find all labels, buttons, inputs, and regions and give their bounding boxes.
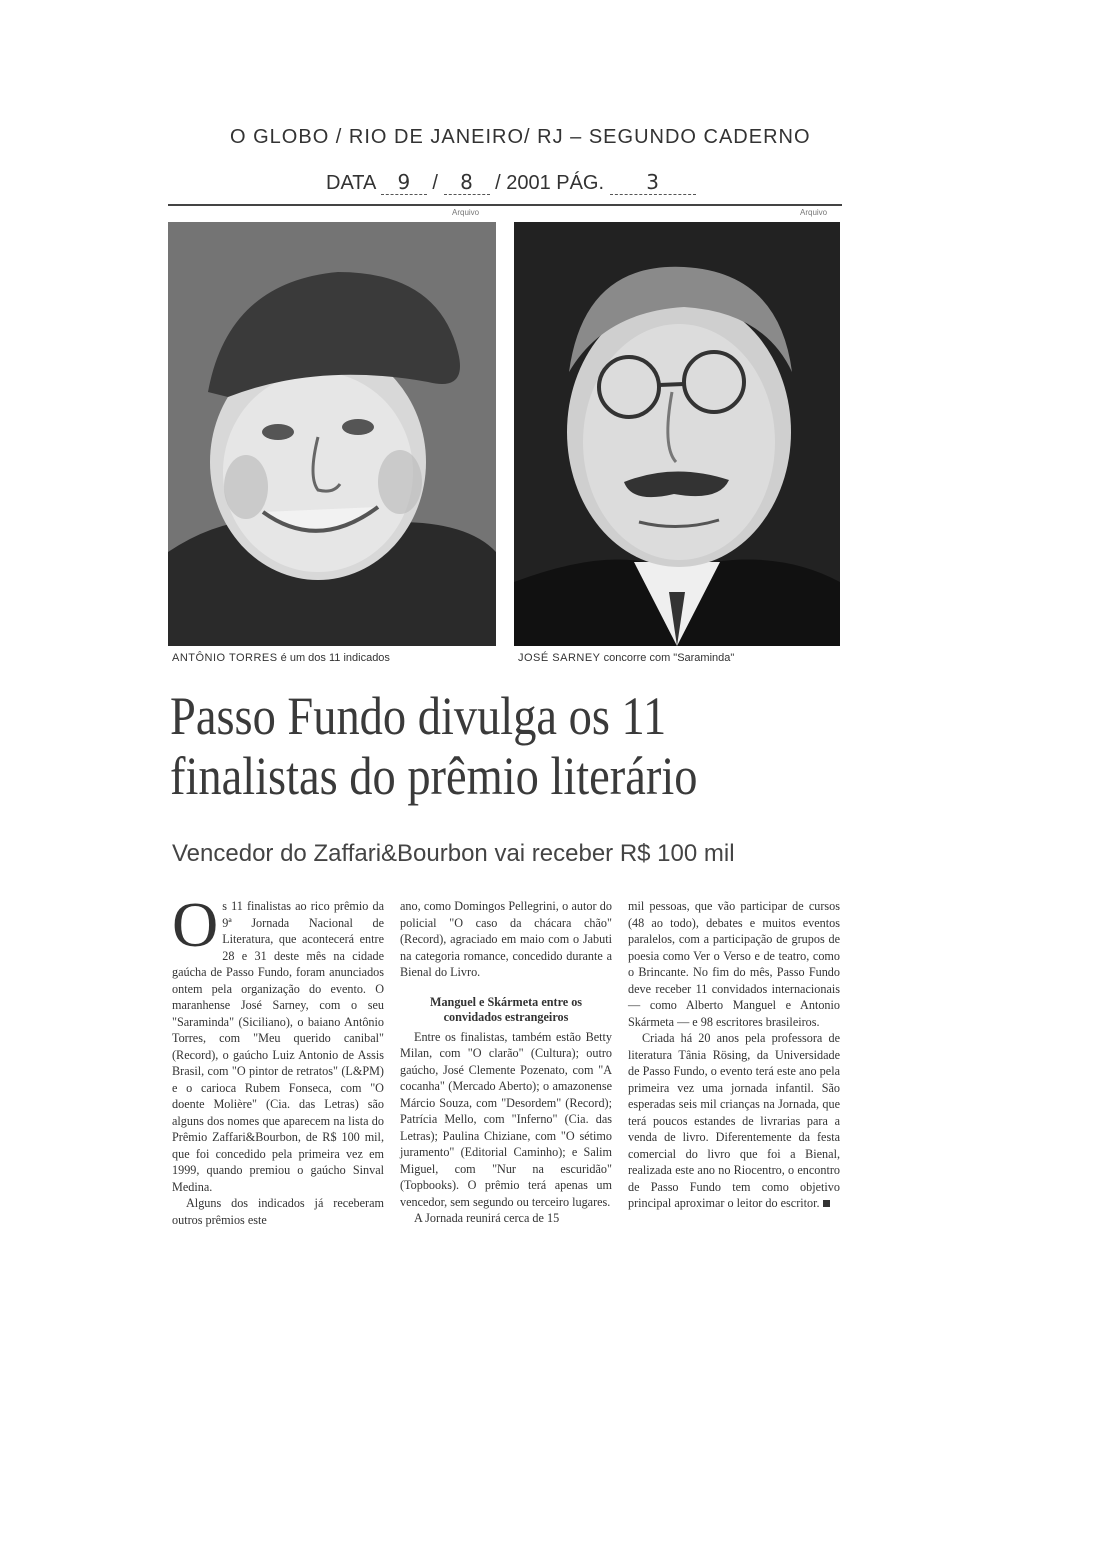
drop-cap: O [172,889,219,960]
paragraph: Entre os finalistas, também estão Betty Milan, com "O clarão" (Cultura); outro gaúcho, José Clemente Pozenato, com "A cocanha" (Mercado Aberto); o amazonense Márcio Souza, com "Desordem" (Record); Patrícia Mello, com "Inferno" (Cia. das Letras); Paulina Chiziane, com "O sétimo juramento" (Editorial Caminho); e Salim Miguel, com "Nur na escuridão" (Topbooks). O prêmio terá apenas um vencedor, sem segundo ou terceiro lugares. [400,1029,612,1209]
left-photo-credit: Arquivo [452,208,480,217]
headline-line-2: finalistas do prêmio literário [170,746,698,806]
left-photo-caption [172,652,390,664]
left-caption-name: ANTÔNIO TORRES [172,652,278,664]
header-rule [168,204,842,206]
photo-antonio-torres [168,222,496,646]
date-line [326,170,766,195]
headline-line-1: Passo Fundo divulga os 11 [170,686,667,746]
subheadline: Vencedor do Zaffari&Bourbon vai receber R$ 100 mil [172,840,735,867]
paragraph: ano, como Domingos Pellegrini, o autor do policial "O caso da chácara chão" (Record), agraciado em maio com o Jabuti na categoria romance, concedido durante a Bienal do Livro. [400,899,612,979]
article-column-2 [400,898,612,1227]
date-separator: / [432,172,438,194]
paragraph-text: Criada há 20 anos pela professora de literatura Tânia Rösing, da Universidade de Passo Fundo, o evento terá este ano pela primeira vez uma jornada infantil. São esperadas seis mil crianças na Jornada, que terá poucos estandes de livrarias para a venda de livro. Diferentemente da festa comercial do livro que foi a Bienal, realizada este ano no Riocentro, o encontro de Passo Fundo tem como objetivo principal aproximar o leitor do escritor. [628,1031,840,1210]
paragraph-text: s 11 finalistas ao rico prêmio da 9ª Jornada Nacional de Literatura, que acontecerá entre 28 e 31 deste mês na cidade gaúcha de Passo Fundo, foram anunciados ontem pela organização do evento. O maranhense José Sarney, com o seu "Saraminda" (Siciliano), o baiano Antônio Torres, com "Meu querido canibal" (Record), o gaúcho Luiz Antonio de Assis Brasil, com "O pintor de retratos" (L&PM) e o carioca Rubem Fonseca, com "O doente Molière" (Cia. das Letras) são alguns dos nomes que aparecem na lista do Prêmio Zaffari&Bourbon, de R$ 100 mil, que foi concedido pela primeira vez em 1999, quando premiou o gaúcho Sinval Medina. [172,899,384,1194]
article-column-3 [628,898,840,1212]
paragraph [628,1030,840,1212]
paragraph: mil pessoas, que vão participar de cursos (48 ao todo), debates e muitos eventos paralelos, com a participação de grupos de poesia como Ver o Verso e de teatro, como o Brincante. No fim do mês, Passo Fundo deve receber 11 convidados internacionais — como Alberto Manguel e Antonio Skármeta — e 98 escritores brasileiros. [628,899,840,1029]
headline [170,686,755,806]
article-column-1 [172,889,384,1228]
page-number: 3 [610,170,696,195]
right-photo-caption [518,652,734,664]
date-year: / 2001 PÁG. [495,172,605,194]
right-caption-text: concorre com "Saraminda" [603,652,735,664]
right-caption-name: JOSÉ SARNEY [518,652,601,664]
paragraph: A Jornada reunirá cerca de 15 [414,1211,560,1225]
paragraph [172,889,384,1195]
intertitle: Manguel e Skármeta entre os convidados estrangeiros [429,994,583,1024]
paragraph: Alguns dos indicados já receberam outros prêmios este [172,1196,384,1227]
end-mark-icon [823,1200,830,1207]
right-photo-credit: Arquivo [800,208,828,217]
date-label: DATA [326,172,376,194]
left-caption-text: é um dos 11 indicados [280,652,390,664]
publication-header: O GLOBO / RIO DE JANEIRO/ RJ – SEGUNDO CADERNO [230,126,811,148]
date-month: 8 [444,170,490,195]
photo-jose-sarney [514,222,840,646]
date-day: 9 [381,170,427,195]
